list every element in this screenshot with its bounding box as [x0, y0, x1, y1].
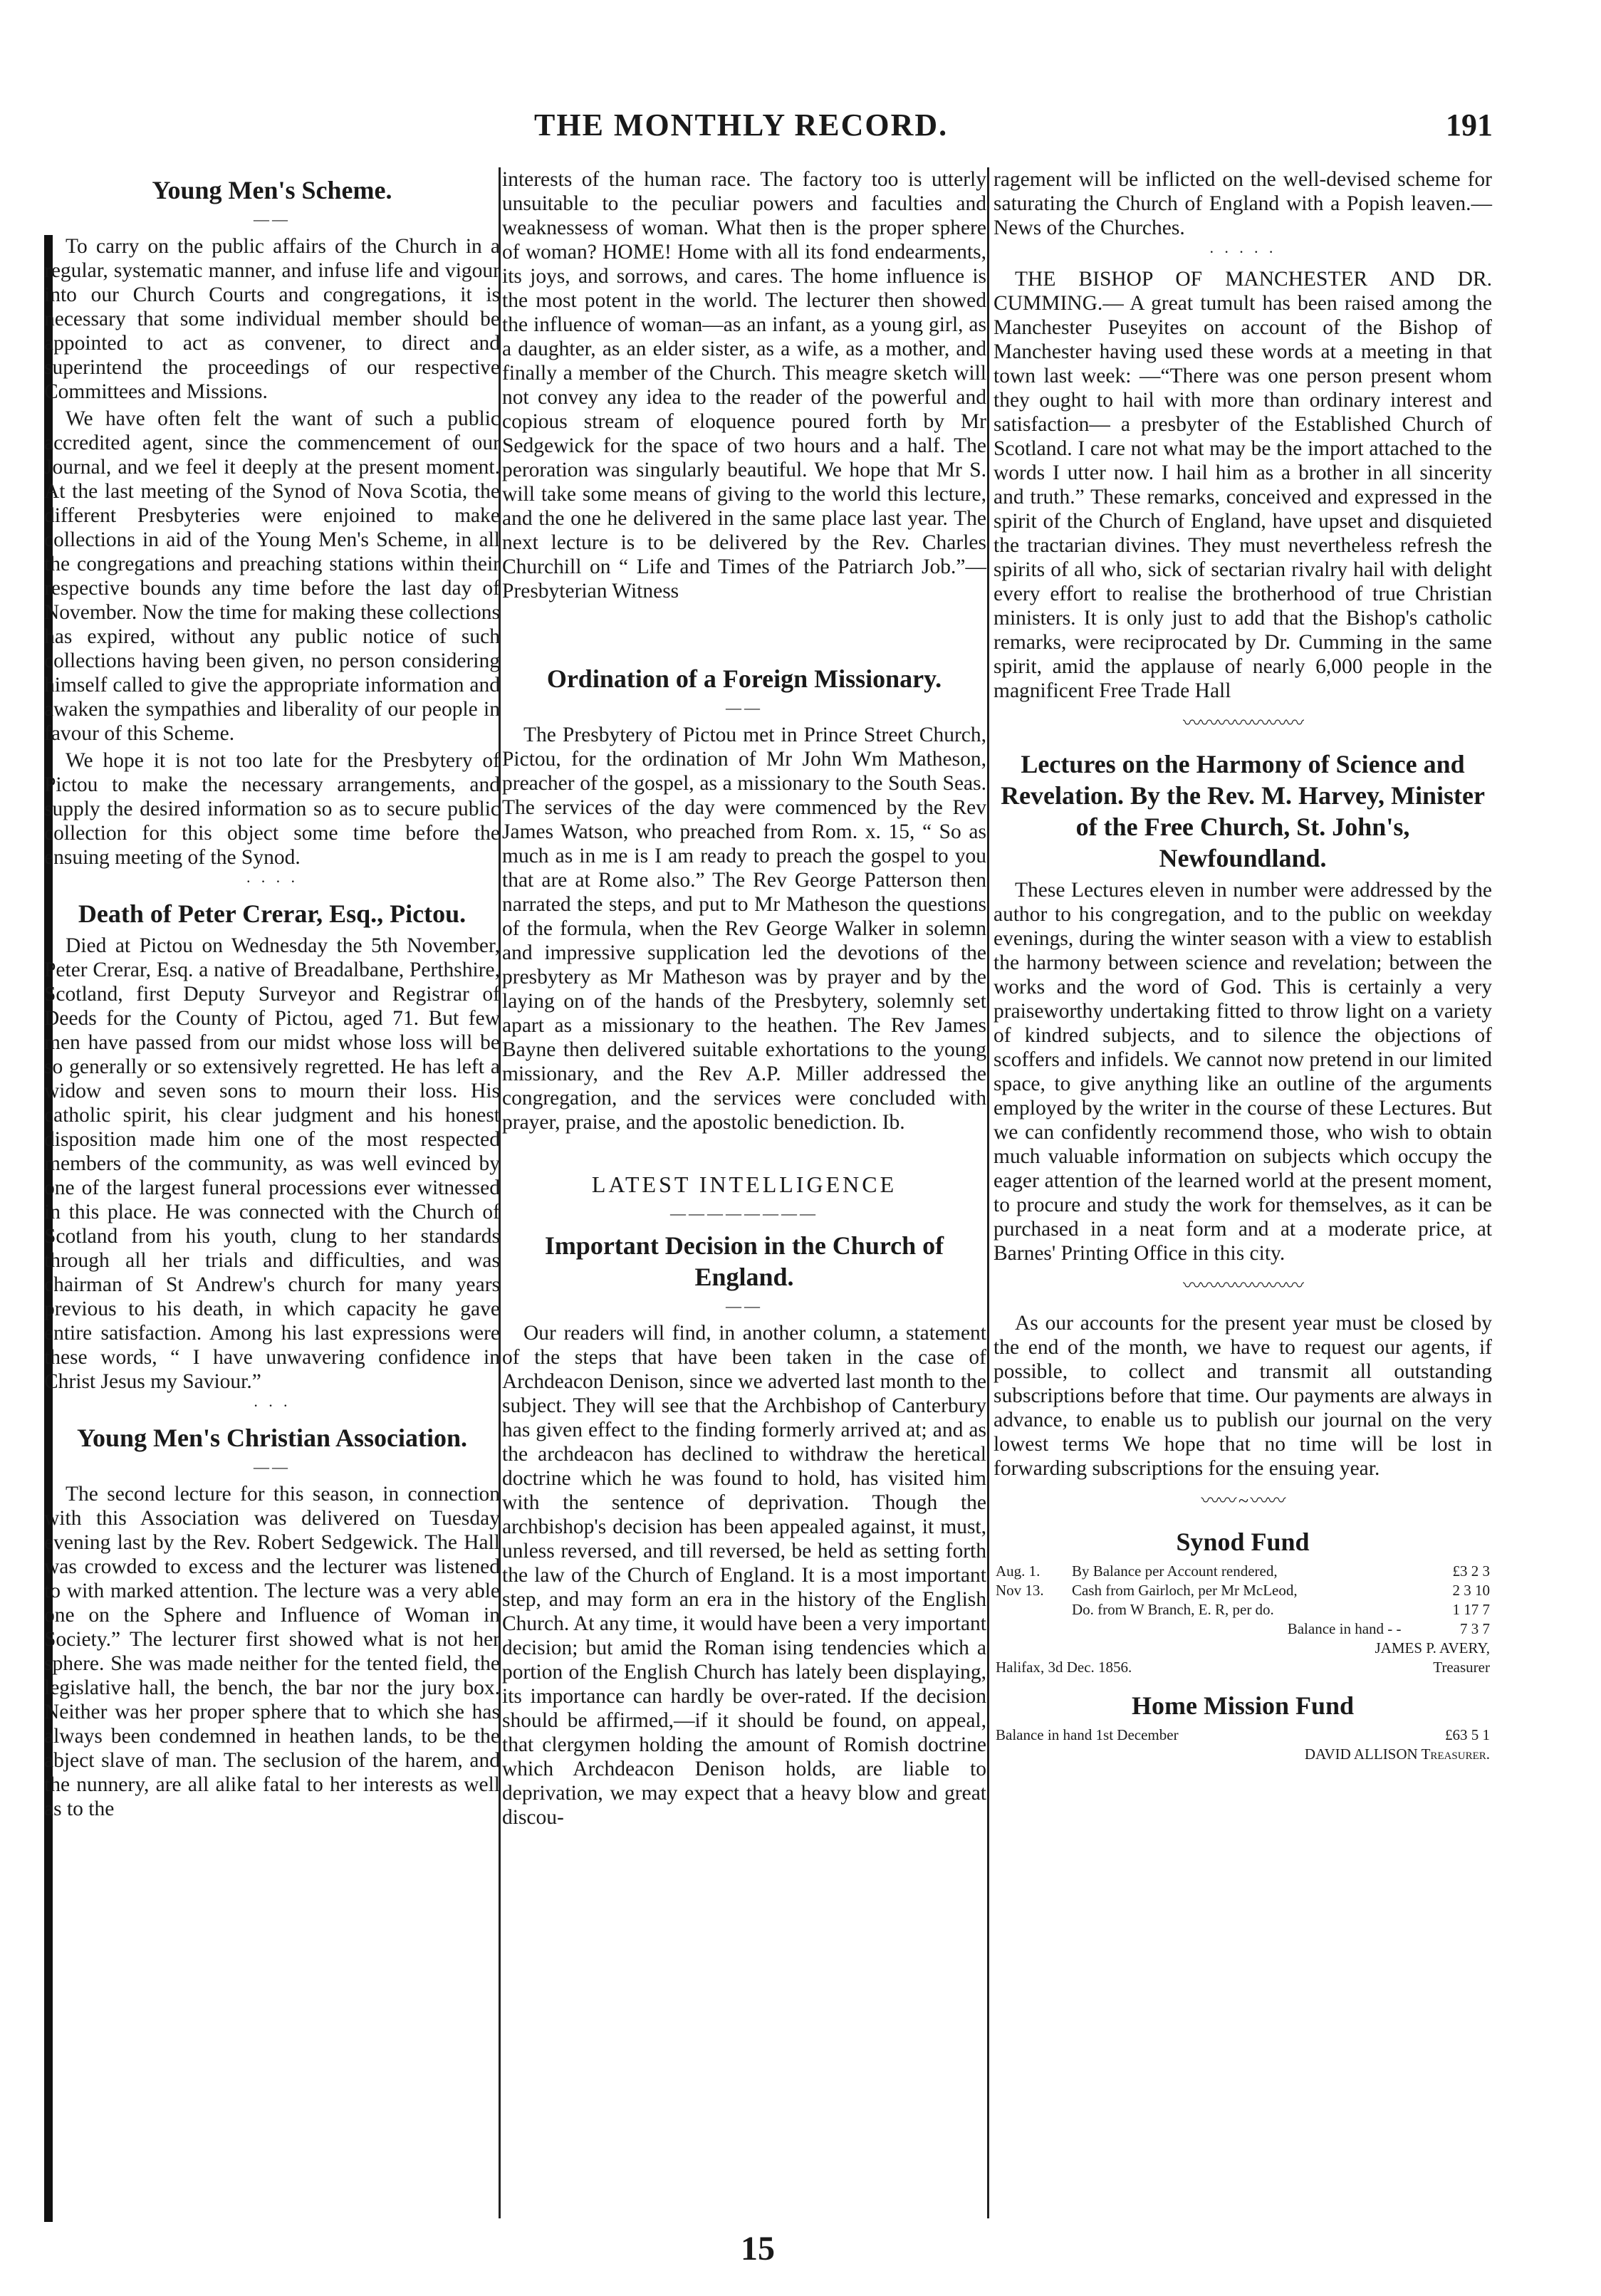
fund-heading-home-mission: Home Mission Fund [1131, 1691, 1355, 1720]
section-rule: ———————— [670, 1204, 818, 1222]
ornamental-rule: 〰〰 ~ 〰〰 [1201, 1491, 1285, 1511]
ledger-desc: By Balance per Account rendered, [1071, 1562, 1278, 1580]
section-dash: —— [254, 210, 291, 228]
home-mission-fund [994, 1690, 1492, 1764]
table-row [994, 1562, 1492, 1581]
ornamental-rule: 〰〰〰〰〰〰〰 [1182, 1275, 1303, 1296]
treasurer-signature: JAMES P. AVERY, [1375, 1639, 1490, 1656]
article-paragraph-bishop [994, 267, 1492, 703]
ledger-date: Aug. 1. [996, 1562, 1041, 1580]
ornamental-rule: 〰〰〰〰〰〰〰 [1182, 713, 1303, 734]
table-row [994, 1639, 1492, 1658]
section-dash: · · · [253, 1397, 291, 1414]
section-dash: —— [726, 1297, 763, 1315]
article-paragraph: To carry on the public affairs of the Church in a regular, systematic manner, and infuse life and vigour into our Church Courts and congregations, it is necessary that some individual member should be appointed to act as convener, to direct and superintend the proceedings of our respective Committees and Missions. [44, 235, 500, 403]
section-dash: —— [254, 1458, 291, 1476]
column-1 [44, 167, 500, 1824]
article-paragraph: The second lecture for this season, in connection with this Association was delivered on Tuesday evening last by the Rev. Robert Sedgewick. The Hall was crowded to excess and the lecturer was listened to with marked attention. The lecture was a very able one on the Sphere and Influence of Woman in Society.” The lecturer first showed what is not her sphere. She was made neither for the tented field, the legislative hall, the bench, the bar nor the jury box. Neither was her proper sphere that to which she has always been condemned in heathen lands, to be the abject slave of man. The seclusion of the harem, and the nunnery, are all alike fatal to her interests as well as to the [44, 1483, 500, 1820]
spacer [502, 606, 986, 656]
article-paragraph: As our accounts for the present year must be closed by the end of the month, we have to request our agents, if possible, to collect and transmit all outstanding subscriptions before that time. Our payments are always in advance, to enable us to publish our journal on the very lowest terms We hope that no time will be lost in forwarding subscriptions for the ensuing year. [994, 1312, 1492, 1480]
article-paragraph: Our readers will find, in another column, a statement of the steps that have been taken in the case of Archdeacon Denison, since we adverted last month to the subject. They will see that the Archbishop of Canterbury has given effect to the finding formerly arrived at; and as the archdeacon has declined to withdraw the heretical doctrine which he was found to hold, has visited him with the sentence of deprivation. Though the archbishop's decision has been appealed against, it must, unless reversed, and till reversed, be held as setting forth the law of the Church of England. It is a most important step, and may form an era in the history of the English Church. At any time, it would have been a very important decision; but amid the Roman ising tendencies which a portion of the English Church has lately been displaying, its importance can hardly be over-rated. If the decision should be affirmed,—if it should be found, on appeal, that clergymen holding the amount of Romish doctrine which Archdeacon Denison holds, are liable to deprivation, we may expect that a heavy blow and great discou- [502, 1322, 986, 1829]
article-continuation: interests of the human race. The factory too is utterly unsuitable to the peculiar powers and faculties and weaknessess of woman. What then is the proper sphere of woman? HOME! Home with all its fond endearments, its joys, and sorrows, and cares. The home influence is the most potent in the world. The lecturer then showed the influence of woman—as an infant, as a young girl, as a daughter, as an elder sister, as a wife, as a mother, and finally a member of the Church. This meagre sketch will not convey any idea to the reader of the powerful and copious stream of eloquence poured forth by Mr Sedgewick for the space of two hours and a half. The peroration was singularly beautiful. We hope that Mr S. will take some means of giving to the world this lecture, and the one he delivered in the same place last year. The next lecture is to be delivered by the Rev. Charles Churchill on “ Life and Times of the Patriarch Job.”—Presbyterian Witness [502, 168, 986, 602]
column-rule-2 [987, 167, 989, 2218]
table-row [994, 1658, 1492, 1677]
ledger-desc: Cash from Gairloch, per Mr McLeod, [1071, 1582, 1298, 1599]
spacer [502, 1137, 986, 1159]
article-paragraph: These Lectures eleven in number were addressed by the author to his congregation, and to the public on weekday evenings, during the winter season with a view to establish the harmony between science and revelation; between the works and the word of God. This is certainly a very praiseworthy undertaking fitted to throw light on a variety of kindred subjects, and to silence the objections of scoffers and infidels. We cannot now pretend in our limited space, to give anything like an outline of the arguments employed by the writer in the course of these Lectures. But we can confidently recommend those, who wish to obtain much valuable information on subjects which occupy the eager attention of the learned world at the present moment, to procure and study the work for themselves, as it can be purchased in a neat form and at a moderate price, at Barnes' Printing Office in this city. [994, 879, 1492, 1265]
article-heading-young-mens-scheme: Young Men's Scheme. [152, 176, 392, 204]
ledger-amount: 1 17 7 [1452, 1601, 1490, 1618]
article-continuation: ragement will be inflicted on the well-devised scheme for saturating the Church of England with a Popish leaven.—News of the Churches. [994, 168, 1492, 239]
ledger-amount: £63 5 1 [1445, 1726, 1490, 1743]
section-dash: —— [726, 699, 763, 716]
ledger-balance-amount: 7 3 7 [1460, 1620, 1490, 1637]
journal-title: THE MONTHLY RECORD. [534, 108, 949, 142]
page-number: 191 [1446, 108, 1493, 142]
article-heading-important-decision: Important Decision in the Church of England. [544, 1231, 944, 1291]
article-paragraph: We hope it is not too late for the Presbytery of Pictou to make the necessary arrangements, and supply the desired information so as to secure public collection for this object some time before the ensuing meeting of the Synod. [44, 749, 500, 869]
treasurer-signature: DAVID ALLISON Treasurer. [1304, 1746, 1490, 1763]
ledger-date [994, 1600, 1070, 1619]
column-3 [994, 167, 1492, 1764]
ledger-desc: Do. from W Branch, E. R, per do. [1071, 1601, 1274, 1618]
table-row [994, 1619, 1492, 1639]
ledger-balance-label: Balance in hand - - [1287, 1620, 1402, 1637]
treasurer-role: Treasurer [1433, 1659, 1490, 1676]
masthead [0, 107, 1601, 157]
ledger-date [994, 1639, 1070, 1658]
section-dash: · · · · · [1209, 243, 1277, 261]
ledger-date [994, 1619, 1070, 1639]
article-paragraph: The Presbytery of Pictou met in Prince Street Church, Pictou, for the ordination of Mr John Wm Matheson, preacher of the gospel, as a missionary to the South Seas. The services of the day were commenced by the Rev James Watson, who preached from Rom. x. 15, “ So as much as in me is I am ready to preach the gospel to you that are at Rome also.” The Rev George Patterson then narrated the steps, and put to Mr Matheson the questions of the formula, when the Rev George Walker in solemn and impressive supplication led the devotions of the presbytery as Mr Matheson was by prayer and by the laying on of the hands of the Presbytery, solemnly set apart as a missionary to the heathen. The Rev James Bayne then delivered suitable exhortations to the young missionary, and the Rev A.P. Miller addressed the congregation, and the services were concluded with prayer, praise, and the apostolic benediction. Ib. [502, 724, 986, 1134]
column-2 [502, 167, 986, 1832]
section-heading-latest-intelligence: LATEST INTELLIGENCE [591, 1172, 897, 1197]
ledger-amount: 2 3 10 [1452, 1582, 1490, 1599]
article-paragraph: Died at Pictou on Wednesday the 5th November, Peter Crerar, Esq. a native of Breadalbane, Perthshire, Scotland, first Deputy Surveyor and Registrar of Deeds for the County of Pictou, aged 71. But few men have passed from our midst whose loss will be so generally or so extensively regretted. He has left a widow and seven sons to mourn their loss. His catholic spirit, his clear judgment and his honest disposition made him one of the most respected members of the community, as was well evinced by one of the largest funeral processions ever witnessed in this place. He was connected with the Church of Scotland from his youth, clung to her standards through all her trials and difficulties, and was chairman of St Andrew's church for many years previous to his death, in which capacity he gave entire satisfaction. Among his last expressions were these words, “ I have unwavering confidence in Christ Jesus my Saviour.” [44, 934, 500, 1393]
article-heading-ymca: Young Men's Christian Association. [76, 1424, 468, 1452]
table-row [994, 1726, 1492, 1745]
fund-heading-synod: Synod Fund [1176, 1528, 1310, 1556]
signature-folio: 15 [741, 2230, 775, 2268]
article-heading-ordination: Ordination of a Foreign Missionary. [546, 664, 942, 693]
section-dash: · · · · [246, 872, 298, 890]
table-row [994, 1600, 1492, 1619]
ledger-desc: Balance in hand 1st December [996, 1726, 1179, 1743]
synod-fund [994, 1526, 1492, 1677]
article-paragraph: We have often felt the want of such a public accredited agent, since the commencement of our Journal, and we feel it deeply at the present moment. At the last meeting of the Synod of Nova Scotia, the different Presbyteries were enjoined to make collections in aid of the Young Men's Scheme, in all the congregations and preaching stations within their respective bounds any time before the last day of November. Now the time for making these collections has expired, without any public notice of such collections having been given, no person considering himself called to give the appropriate information and awaken the sympathies and liberality of our people in favour of this Scheme. [44, 407, 500, 745]
synod-fund-ledger [994, 1562, 1492, 1677]
table-row [994, 1581, 1492, 1600]
ledger-amount: £3 2 3 [1452, 1562, 1490, 1580]
table-row [994, 1745, 1492, 1764]
article-heading-death: Death of Peter Crerar, Esq., Pictou. [78, 899, 466, 928]
place-date: Halifax, 3d Dec. 1856. [996, 1659, 1132, 1676]
home-mission-ledger [994, 1726, 1492, 1764]
bishop-lead: THE BISHOP OF MANCHESTER AND DR. CUMMING. [994, 268, 1492, 315]
article-heading-lectures: Lectures on the Harmony of Science and Revelation. By the Rev. M. Harvey, Minister of the Free Church, St. John's, Newfoundland. [1001, 750, 1485, 872]
ledger-date: Nov 13. [996, 1582, 1044, 1599]
bishop-body: — A great tumult has been raised among the Manchester Puseyites on account of the Bishop of Manchester having used these words at a meeting in that town last week: —“There was one person present whom they ought to hail with more than ordinary interest and satisfaction— a presbyter of the Established Church of Scotland. I care not what may be the import attached to the words I utter now. I hail him as a brother in all sincerity and truth.” These remarks, conceived and expressed in the spirit of the Church of England, have upset and disquieted the tractarian divines. They must nevertheless refresh the spirits of all who, sick of sectarian rivalry hail with delight every effort to realise the brotherhood of true Christian ministers. It is only just to add that the Bishop's catholic remarks, were reciprocated by Dr. Cumming in the same spirit, amid the applause of nearly 6,000 people in the magnificent Free Trade Hall [994, 292, 1492, 702]
